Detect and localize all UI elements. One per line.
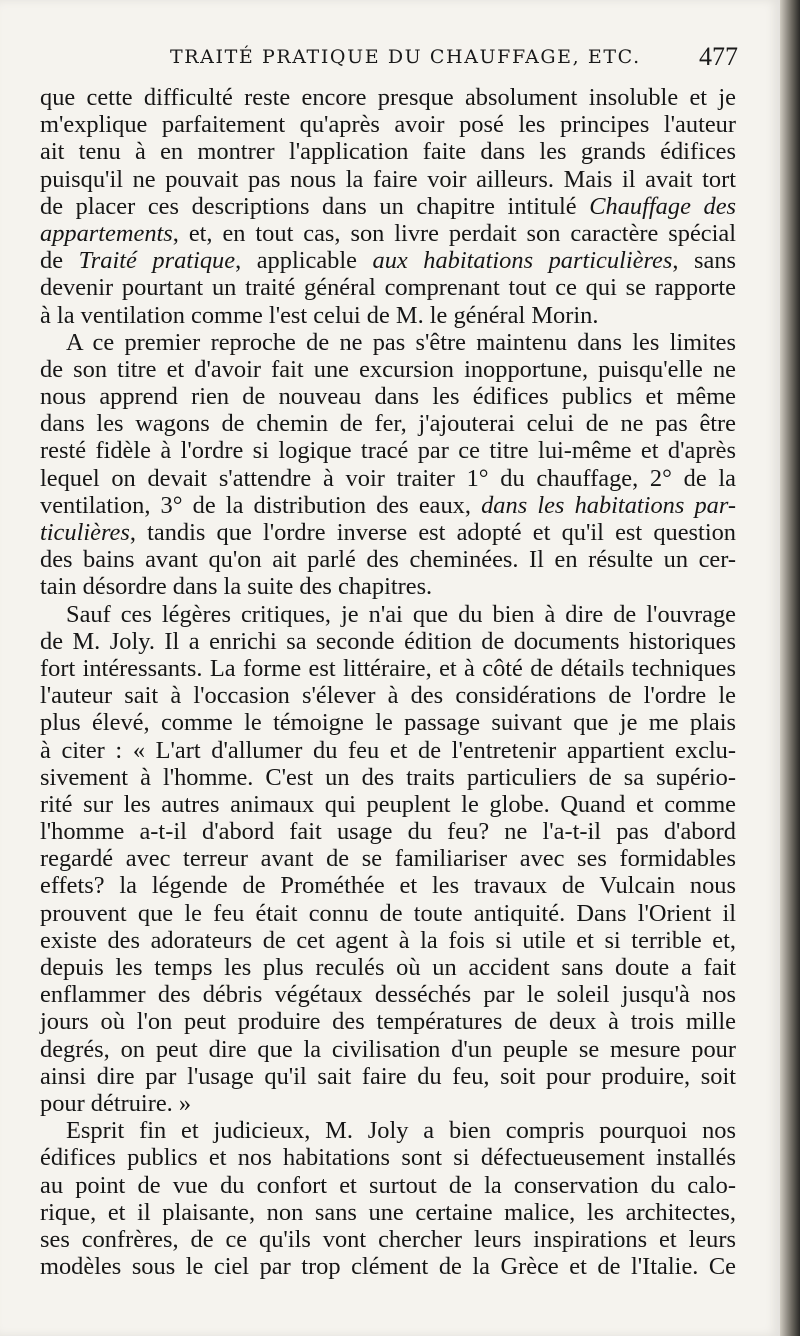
text-line: prouvent que le feu était connu de toute antiquité. Dans l'Orient il xyxy=(40,899,736,927)
text-line: de Traité pratique, applicable aux habitations particulières, sans xyxy=(40,247,737,275)
text-line: ait tenu à en montrer l'application faite dans les grands édifices xyxy=(40,138,736,166)
text-line: effets? la légende de Prométhée et les travaux de Vulcain nous xyxy=(40,872,736,900)
text-line: l'auteur sait à l'occasion s'élever à des considérations de l'ordre le xyxy=(40,682,736,710)
text-line: sivement à l'homme. C'est un des traits particuliers de sa supério- xyxy=(40,763,736,791)
text-line: A ce premier reproche de ne pas s'être maintenu dans les limites xyxy=(66,328,736,356)
running-title: TRAITÉ PRATIQUE DU CHAUFFAGE, ETC. xyxy=(170,46,641,68)
text-line: devenir pourtant un traité général comprenant tout ce qui se rapporte xyxy=(40,274,736,302)
text-line: ventilation, 3° de la distribution des eaux, dans les habitations par- xyxy=(40,491,736,519)
text-line: l'homme a-t-il d'abord fait usage du feu? ne l'a-t-il pas d'abord xyxy=(40,818,736,846)
text-line: resté fidèle à l'ordre si logique tracé par ce titre lui-même et d'après xyxy=(40,437,736,465)
text-line: Sauf ces légères critiques, je n'ai que du bien à dire de l'ouvrage xyxy=(66,600,736,628)
text-line: degrés, on peut dire que la civilisation d'un peuple se mesure pour xyxy=(40,1035,736,1063)
text-line: de M. Joly. Il a enrichi sa seconde édition de documents historiques xyxy=(40,627,736,655)
text-line: depuis les temps les plus reculés où un accident sans doute a fait xyxy=(40,954,736,981)
text-line: de placer ces descriptions dans un chapitre intitulé Chauffage des xyxy=(40,192,737,220)
text-line: lequel on devait s'attendre à voir traiter 1° du chauffage, 2° de la xyxy=(40,464,736,492)
text-line: puisqu'il ne pouvait pas nous la faire voir ailleurs. Mais il avait tort xyxy=(40,165,736,193)
text-line: enflammer des débris végétaux desséchés par le soleil jusqu'à nos xyxy=(40,981,736,1009)
text-line: nous apprend rien de nouveau dans les édifices publics et même xyxy=(40,383,736,411)
text-line: plus élevé, comme le témoigne le passage suivant que je me plais xyxy=(40,709,736,737)
text-line: fort intéressants. La forme est littéraire, et à côté de détails techniques xyxy=(40,654,736,682)
text-line: rité sur les autres animaux qui peuplent le globe. Quand et comme xyxy=(40,790,736,818)
italic-text: ticulières xyxy=(40,519,130,546)
text-line: jours où l'on peut produire des températures de deux à trois mille xyxy=(40,1008,736,1036)
book-edge xyxy=(780,0,800,1336)
italic-text: dans les habitations par- xyxy=(481,491,736,519)
text-line: édifices publics et nos habitations sont si défectueusement installés xyxy=(40,1144,736,1172)
text-line: existe des adorateurs de cet agent à la fois si utile et si terrible et, xyxy=(40,926,736,954)
text-line: appartements, et, en tout cas, son livre perdait son caractère spécial xyxy=(40,219,736,247)
body-text xyxy=(40,84,736,1280)
text-line: modèles sous le ciel par trop clément de la Grèce et de l'Italie. Ce xyxy=(40,1253,736,1281)
text-line: que cette difficulté reste encore presque absolument insoluble et je xyxy=(40,84,736,111)
text-line: ses confrères, de ce qu'ils vont chercher leurs inspirations et leurs xyxy=(40,1225,736,1253)
text-line: tain désordre dans la suite des chapitres. xyxy=(40,573,433,601)
italic-text: appartements xyxy=(40,219,173,247)
text-line: ticulières, tandis que l'ordre inverse est adopté et qu'il est question xyxy=(40,519,736,546)
text-line: dans les wagons de chemin de fer, j'ajouterai celui de ne pas être xyxy=(40,410,736,438)
text-line: des bains avant qu'on ait parlé des cheminées. Il en résulte un cer- xyxy=(40,546,736,574)
text-line: à citer : « L'art d'allumer du feu et de l'entretenir appartient exclu- xyxy=(40,736,736,764)
text-line: de son titre et d'avoir fait une excursion inopportune, puisqu'elle ne xyxy=(40,355,736,383)
text-line: rique, et il plaisante, non sans une certaine malice, les architectes, xyxy=(40,1198,736,1226)
text-line: au point de vue du confort et surtout de la conservation du calo- xyxy=(40,1171,736,1199)
italic-text: aux habitations particulières xyxy=(372,247,673,275)
text-line: à la ventilation comme l'est celui de M. le général Morin. xyxy=(40,301,599,329)
text-line: Esprit fin et judicieux, M. Joly a bien compris pourquoi nos xyxy=(66,1117,736,1145)
text-line: pour détruire. » xyxy=(40,1089,192,1117)
text-line: regardé avec terreur avant de se familiariser avec ses formidables xyxy=(40,845,736,873)
italic-text: Traité pratique xyxy=(78,247,236,275)
italic-text: Chauffage des xyxy=(589,192,737,220)
page-number: 477 xyxy=(699,42,738,71)
text-line: m'explique parfaitement qu'après avoir posé les principes l'auteur xyxy=(40,111,736,139)
text-line: ainsi dire par l'usage qu'il sait faire du feu, soit pour produire, soit xyxy=(40,1062,736,1090)
running-head xyxy=(40,42,740,76)
